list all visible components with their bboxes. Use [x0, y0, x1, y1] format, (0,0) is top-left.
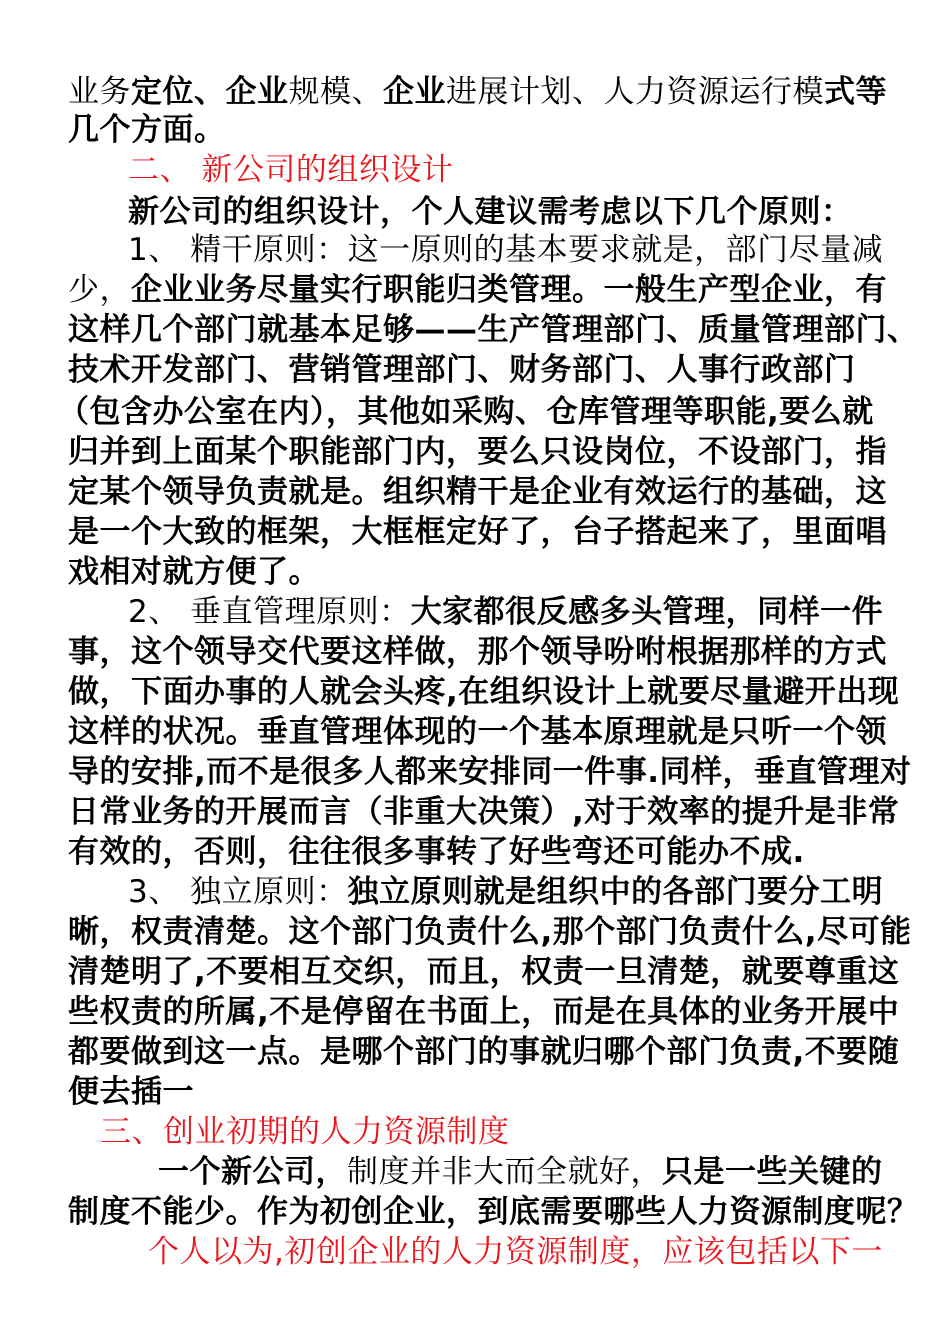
section-heading-2: 二、 新公司的组织设计 [128, 152, 454, 188]
text-run-bold: 只是一些关键的 [662, 1154, 883, 1190]
text-run: 进展计划、人力资源运行模 [446, 74, 824, 110]
paragraph-line: 便去插一 [68, 1074, 194, 1110]
principle-2-lead [128, 592, 883, 632]
paragraph-line: 日常业务的开展而言（非重大决策）,对于效率的提升是非常 [68, 794, 900, 830]
paragraph-line: 戏相对就方便了。 [68, 554, 320, 590]
paragraph-line [68, 270, 887, 310]
principle-3-lead [128, 872, 883, 912]
text-run-bold: 独立原则就是组织中的各部门要分工明 [347, 874, 884, 910]
paragraph-line: 清楚明了,不要相互交织，而且，权责一旦清楚，就要尊重这 [68, 954, 900, 990]
paragraph-line: 这样的状况。垂直管理体现的一个基本原理就是只听一个领 [68, 714, 887, 750]
section-heading-3: 三、创业初期的人力资源制度 [100, 1114, 510, 1150]
text-run: 2、 垂直管理原则： [128, 594, 411, 630]
paragraph-line: 导的安排,而不是很多人都来安排同一件事.同样，垂直管理对 [68, 754, 912, 790]
paragraph-line: 几个方面。 [68, 112, 226, 148]
paragraph-line: 有效的，否则，往往很多事转了好些弯还可能办不成. [68, 834, 805, 870]
intro-line: 新公司的组织设计，个人建议需考虑以下几个原则： [128, 194, 853, 230]
paragraph-line: 这样几个部门就基本足够——生产管理部门、质量管理部门、 [68, 312, 919, 348]
text-run-bold: 大家都很反感多头管理，同样一件 [410, 594, 884, 630]
text-run-bold: 企业业务尽量实行职能归类管理。一般生产型企业，有 [131, 272, 887, 308]
paragraph-line: 制度不能少。作为初创企业，到底需要哪些人力资源制度呢？ [68, 1194, 919, 1230]
paragraph-line [68, 72, 887, 112]
paragraph-line: （包含办公室在内），其他如采购、仓库管理等职能,要么就 [58, 394, 874, 430]
paragraph-line: 是一个大致的框架，大框框定好了，台子搭起来了，里面唱 [68, 514, 887, 550]
paragraph-line-red: 个人以为,初创企业的人力资源制度，应该包括以下一 [148, 1234, 883, 1270]
text-run: 3、 独立原则： [128, 874, 348, 910]
paragraph-line: 做，下面办事的人就会头疼,在组织设计上就要尽量避开出现 [68, 674, 900, 710]
paragraph-line: 些权责的所属,不是停留在书面上，而是在具体的业务开展中 [68, 994, 900, 1030]
text-run-bold: 式等 [824, 74, 887, 110]
text-run: 少， [68, 272, 131, 308]
text-run-bold: 企业 [383, 74, 446, 110]
text-run: 规模、 [288, 74, 383, 110]
text-run-bold: 一个新公司， [158, 1154, 347, 1190]
text-run: 制度并非大而全就好， [347, 1154, 662, 1190]
text-run-bold: 定位、企业 [131, 74, 289, 110]
principle-1-lead: 1、 精干原则：这一原则的基本要求就是，部门尽量减 [128, 232, 884, 268]
paragraph-line: 晰，权责清楚。这个部门负责什么,那个部门负责什么,尽可能 [68, 914, 912, 950]
paragraph-line: 都要做到这一点。是哪个部门的事就归哪个部门负责,不要随 [68, 1034, 900, 1070]
paragraph-line: 定某个领导负责就是。组织精干是企业有效运行的基础，这 [68, 474, 887, 510]
text-run: 业务 [68, 74, 131, 110]
paragraph-line: 归并到上面某个职能部门内，要么只设岗位，不设部门，指 [68, 434, 887, 470]
paragraph-line [158, 1152, 883, 1192]
paragraph-line: 技术开发部门、营销管理部门、财务部门、人事行政部门 [68, 352, 856, 388]
paragraph-line: 事，这个领导交代要这样做，那个领导吩咐根据那样的方式 [68, 634, 887, 670]
